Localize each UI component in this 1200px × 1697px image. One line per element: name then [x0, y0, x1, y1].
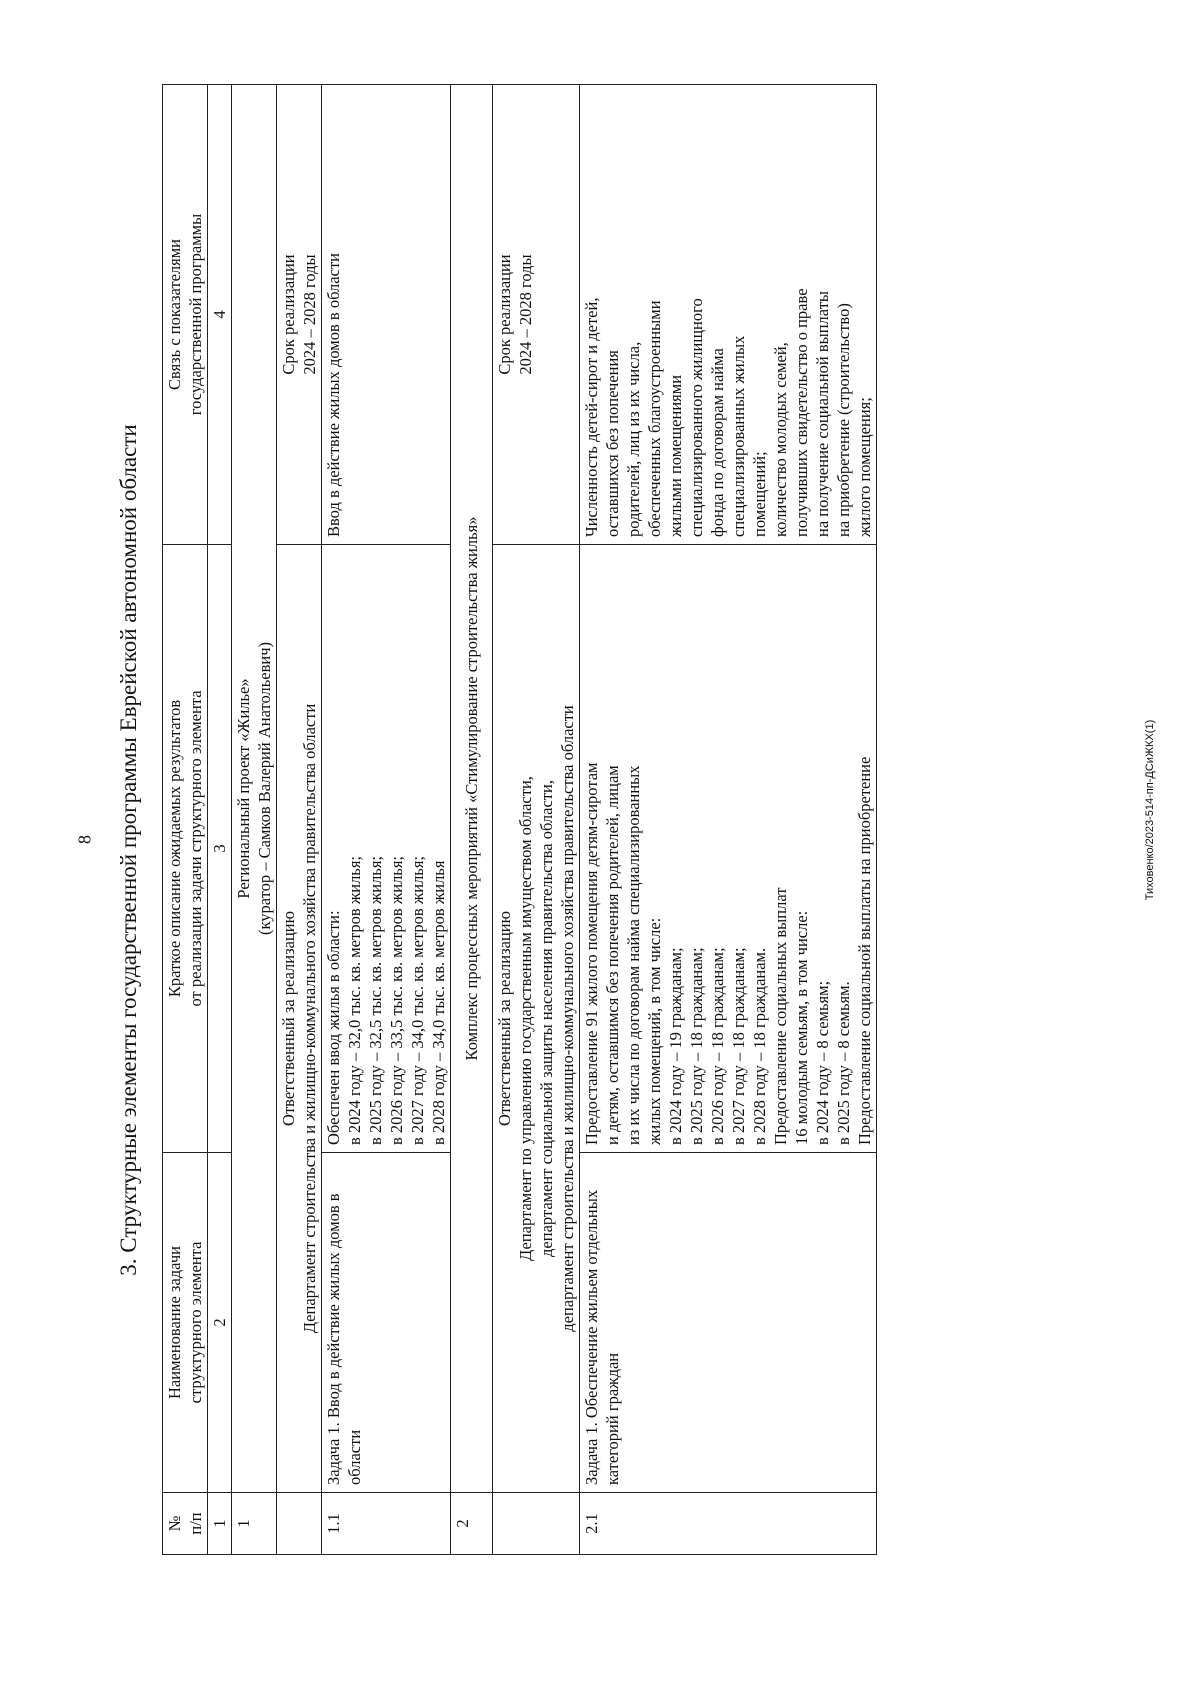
responsible-body: Департамент строительства и жилищно-коммунального хозяйства правительства области — [300, 703, 319, 1334]
desc-line: в 2024 году – 32,0 тыс. кв. метров жилья; — [345, 856, 364, 1145]
section-1-project — [232, 85, 277, 1493]
desc-line: в 2025 году – 18 гражданам; — [687, 947, 706, 1145]
link-line: помещений; — [750, 451, 769, 537]
header-num-line: п/п — [186, 1512, 205, 1535]
section-1-project-row — [232, 85, 277, 1555]
section-2-responsible-row — [493, 85, 580, 1555]
header-link-line: Связь с показателями — [165, 239, 184, 390]
table-header-row — [163, 85, 208, 1555]
link-line: на приобретение (строительство) — [834, 303, 853, 537]
section-1-num: 1 — [232, 1493, 277, 1555]
desc-line: и детям, оставшимся без попечения родителей, лицам — [603, 765, 622, 1145]
link-line: Численность детей-сирот и детей, — [582, 297, 601, 537]
project-title: Региональный проект «Жилье» — [234, 678, 253, 899]
desc-line: жилых помещений, в том числе: — [645, 917, 664, 1145]
link-line: количество молодых семей, — [771, 342, 790, 537]
section-1-responsible-row — [277, 85, 322, 1555]
link-line: оставшихся без попечения — [603, 350, 622, 537]
document-code-text: Тиховенко/2023-514-пп-ДСиЖКХ(1) — [1144, 719, 1156, 901]
desc-line: в 2024 году – 8 семьям; — [813, 980, 832, 1145]
task-2-1-desc — [580, 545, 877, 1153]
page-number: 8 — [74, 835, 95, 844]
desc-line: в 2028 году – 18 гражданам. — [750, 947, 769, 1145]
task-2-1-row — [580, 85, 877, 1555]
project-curator: (куратор – Самков Валерий Анатольевич) — [255, 642, 274, 936]
term-years: 2024 – 2028 годы — [516, 254, 535, 375]
desc-line: Предоставление социальной выплаты на приобретение — [855, 756, 874, 1145]
desc-line: в 2027 году – 34,0 тыс. кв. метров жилья; — [408, 856, 427, 1145]
document-code — [1135, 719, 1165, 901]
section-2-term — [493, 85, 580, 545]
responsible-body: Департамент по управлению государственным имуществом области, — [516, 776, 535, 1261]
term-label: Срок реализации — [495, 254, 514, 375]
task-2-1-link — [580, 85, 877, 545]
responsible-label: Ответственный за реализацию — [495, 911, 514, 1126]
header-desc-line: Краткое описание ожидаемых результатов — [165, 699, 184, 998]
section-2-responsible — [493, 545, 580, 1493]
rotated-page-content — [108, 85, 1098, 1615]
link-line: получивших свидетельство о праве — [792, 288, 811, 537]
desc-line: в 2026 году – 18 гражданам; — [708, 947, 727, 1145]
link-line: фонда по договорам найма — [708, 348, 727, 537]
header-num-line: № — [165, 1515, 184, 1532]
header-desc-line: от реализации задачи структурного элемента — [186, 690, 205, 1007]
section-2-num: 2 — [451, 1493, 493, 1555]
col-number: 4 — [208, 85, 232, 545]
header-name — [163, 1153, 208, 1493]
task-1-1-link: Ввод в действие жилых домов в области — [322, 85, 451, 545]
link-line: жилого помещения; — [855, 397, 874, 537]
desc-line: в 2027 году – 18 гражданам; — [729, 947, 748, 1145]
desc-line: в 2025 году – 32,5 тыс. кв. метров жилья; — [366, 856, 385, 1145]
responsible-body: департамент строительства и жилищно-коммунального хозяйства правительства области — [558, 705, 577, 1332]
link-line: специализированного жилищного — [687, 298, 706, 537]
header-link-line: государственной программы — [186, 213, 205, 416]
header-name-line: структурного элемента — [186, 1241, 205, 1404]
desc-line: в 2025 году – 8 семьям. — [834, 981, 853, 1145]
desc-line: 16 молодым семьям, в том числе: — [792, 910, 811, 1145]
column-number-row — [208, 85, 232, 1555]
link-line: на получение социальной выплаты — [813, 291, 832, 537]
term-label: Срок реализации — [279, 254, 298, 375]
desc-line: из их числа по договорам найма специализированных — [624, 765, 643, 1145]
col-number: 2 — [208, 1153, 232, 1493]
responsible-label: Ответственный за реализацию — [279, 911, 298, 1126]
task-1-1-row — [322, 85, 451, 1555]
header-desc — [163, 545, 208, 1153]
col-number: 3 — [208, 545, 232, 1153]
col-number: 1 — [208, 1493, 232, 1555]
section-2-title-row — [451, 85, 493, 1555]
section-1-term — [277, 85, 322, 545]
link-line: родителей, лиц из их числа, — [624, 341, 643, 537]
desc-line: в 2024 году – 19 гражданам; — [666, 947, 685, 1145]
term-years: 2024 – 2028 годы — [300, 254, 319, 375]
header-num — [163, 1493, 208, 1555]
section-1-responsible — [277, 545, 322, 1493]
desc-line: в 2028 году – 34,0 тыс. кв. метров жилья — [429, 860, 448, 1145]
desc-line: Обеспечен ввод жилья в области: — [324, 910, 343, 1145]
empty-cell — [493, 1493, 580, 1555]
header-link — [163, 85, 208, 545]
section-title: 3. Структурные элементы государственной программы Еврейской автономной области — [116, 424, 141, 1276]
task-2-1-name: Задача 1. Обеспечение жильем отдельных категорий граждан — [580, 1153, 877, 1493]
task-2-1-num: 2.1 — [580, 1493, 877, 1555]
desc-line: в 2026 году – 33,5 тыс. кв. метров жилья; — [387, 856, 406, 1145]
section-2-title: Комплекс процессных мероприятий «Стимулирование строительства жилья» — [451, 85, 493, 1493]
task-1-1-name: Задача 1. Ввод в действие жилых домов в области — [322, 1153, 451, 1493]
link-line: специализированных жилых — [729, 335, 748, 537]
responsible-body: департамент социальной защиты населения правительства области, — [537, 780, 556, 1257]
link-line: жилыми помещениями — [666, 374, 685, 537]
task-1-1-num: 1.1 — [322, 1493, 451, 1555]
desc-line: Предоставление 91 жилого помещения детям-сиротам — [582, 762, 601, 1145]
header-name-line: Наименование задачи — [165, 1246, 184, 1399]
task-1-1-desc — [322, 545, 451, 1153]
empty-cell — [277, 1493, 322, 1555]
desc-line: Предоставление социальных выплат — [771, 887, 790, 1145]
structural-elements-table — [162, 84, 877, 1555]
link-line: обеспеченных благоустроенными — [645, 300, 664, 537]
